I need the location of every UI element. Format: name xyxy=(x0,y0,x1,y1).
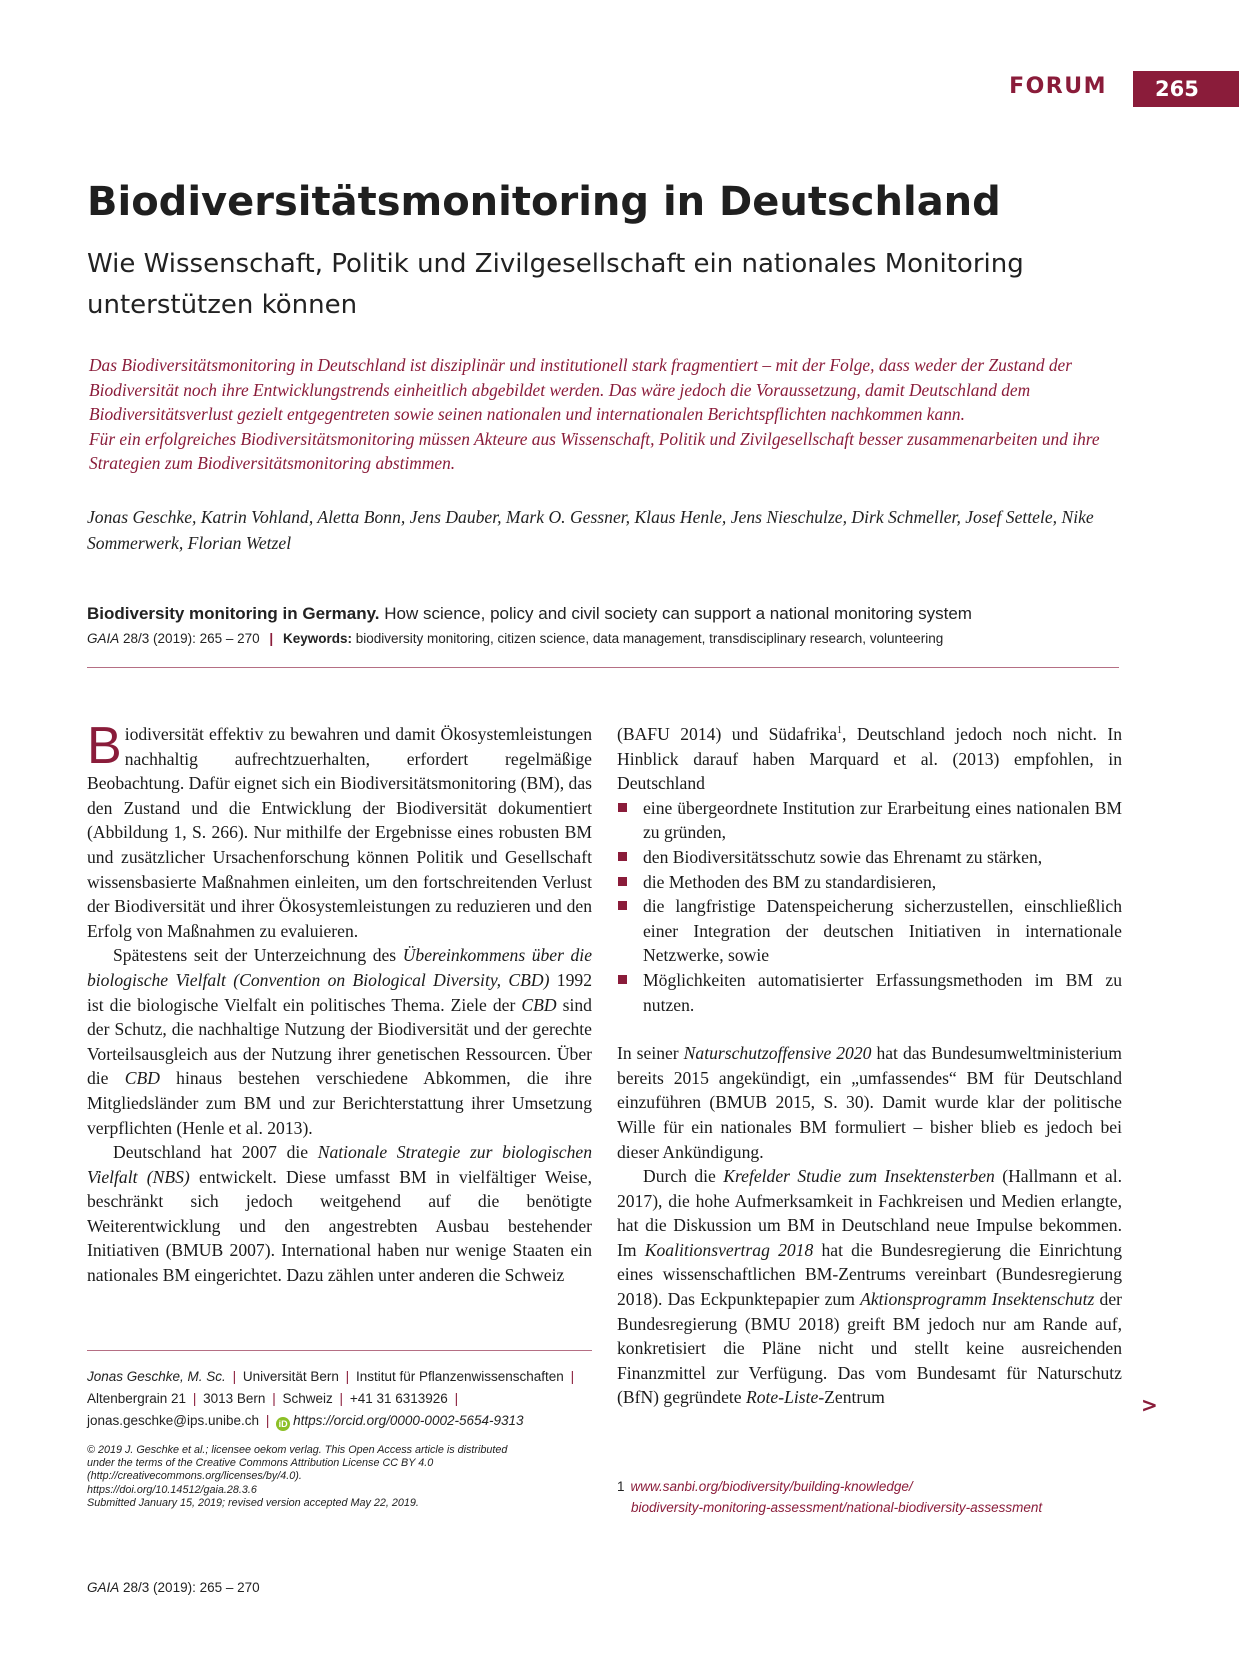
journal-name: GAIA xyxy=(87,631,120,646)
institute: Institut für Pflanzenwissenschaften xyxy=(355,1369,564,1384)
address-country: Schweiz xyxy=(282,1391,333,1406)
continue-arrow-icon: > xyxy=(1141,1393,1158,1417)
article-title: Biodiversitätsmonitoring in Deutschland xyxy=(87,179,1001,225)
orcid-icon: iD xyxy=(276,1417,290,1431)
recommendation-list xyxy=(617,796,1122,1017)
page-number: 265 xyxy=(1133,71,1239,107)
body-paragraph: Deutschland hat 2007 die Nationale Strategie zur biologischen Vielfalt (NBS) entwickelt. Diese umfasst BM in vielfältiger Weise, beschränkt sich jedoch weitgehend auf die benötigte Weiterentwicklung und den angestrebten Ausbau bestehender Initiativen (BMUB 2007). International haben nur wenige Staaten ein nationales BM eingerichtet. Dazu zählen unter anderen die Schweiz xyxy=(87,1142,593,1286)
address-street: Altenbergrain 21 xyxy=(87,1391,187,1406)
institution: Universität Bern xyxy=(242,1369,339,1384)
divider xyxy=(87,1350,592,1351)
body-paragraph: In seiner Naturschutzoffensive 2020 hat das Bundesumweltministerium bereits 2015 angekündigt, ein „umfassendes“ BM für Deutschland einzuführen (BMUB 2015, S. 30). Damit wurde klar der politische Wille für ein nationales BM formuliert – bisher blieb es jedoch bei dieser Ankündigung. xyxy=(617,1043,1122,1162)
abstract xyxy=(89,353,1147,476)
footnote-ref: 1 xyxy=(837,725,843,737)
license-notice: © 2019 J. Geschke et al.; licensee oekom verlag. This Open Access article is distributed under the terms of the Creative Commons Attribution License CC BY 4.0 (http://creativecommons.org/licenses/by/4.0). https://doi.org/10.14512/gaia.28.3.6 Submitted January 15, 2019; revised version accepted May 22, 2019. xyxy=(87,1444,557,1510)
citation: 28/3 (2019): 265 – 270 xyxy=(123,631,260,646)
english-title-line xyxy=(87,603,1147,625)
author-list: Jonas Geschke, Katrin Vohland, Aletta Bonn, Jens Dauber, Mark O. Gessner, Klaus Henle, Jens Nieschulze, Dirk Schmeller, Josef Settele, Nike Sommerwerk, Florian Wetzel xyxy=(87,507,1094,553)
orcid-link[interactable]: https://orcid.org/0000-0002-5654-9313 xyxy=(293,1413,524,1428)
footnote-number: 1 xyxy=(617,1479,625,1494)
phone: +41 31 6313926 xyxy=(349,1391,448,1406)
footnote xyxy=(617,1476,1137,1518)
footer-journal: GAIA xyxy=(87,1580,120,1595)
body-paragraph: (BAFU 2014) und Südafrika$^1$, Deutschland jedoch noch nicht. In Hinblick darauf haben Marquard et al. (2013) empfohlen, in Deutschland xyxy=(617,724,1122,794)
section-label: FORUM xyxy=(1009,74,1107,99)
footnote-link[interactable]: biodiversity-monitoring-assessment/national-biodiversity-assessment xyxy=(631,1500,1043,1515)
body-column-right xyxy=(617,722,1122,1410)
address-city: 3013 Bern xyxy=(203,1391,266,1406)
keywords: biodiversity monitoring, citizen science, data management, transdisciplinary research, volunteering xyxy=(355,631,944,646)
english-subtitle: How science, policy and civil society can support a national monitoring system xyxy=(384,604,972,623)
doi-link[interactable]: https://doi.org/10.14512/gaia.28.3.6 xyxy=(87,1483,257,1496)
abstract-paragraph: Für ein erfolgreiches Biodiversitätsmonitoring müssen Akteure aus Wissenschaft, Politik und Zivilgesellschaft besser zusammenarbeiten und ihre Strategien zum Biodiversitätsmonitoring abstimmen. xyxy=(89,428,1100,474)
body-paragraph: Spätestens seit der Unterzeichnung des Übereinkommens über die biologische Vielfalt (Convention on Biological Diversity, CBD) 1992 ist die biologische Vielfalt ein politisches Thema. Ziele der CBD sind der Schutz, die nachhaltige Nutzung der Biodiversität und der gerechte Vorteilsausgleich aus der Nutzung ihrer genetischen Ressourcen. Über die CBD hinaus bestehen verschiedene Abkommen, die ihre Mitgliedsländer zum BM und zur Berichterstattung ihrer Umsetzung verpflichten (Henle et al. 2013). xyxy=(87,945,592,1138)
drop-cap: B xyxy=(87,717,122,775)
page-footer xyxy=(87,1580,260,1595)
email-link[interactable]: jonas.geschke@ips.unibe.ch xyxy=(87,1413,260,1428)
list-item: die langfristige Datenspeicherung sicherzustellen, einschließlich einer Integration der deutschen Initiativen in internationale Netzwerke, sowie xyxy=(617,894,1122,968)
author-affiliation: Jonas Geschke, M. Sc. | Universität Bern | Institut für Pflanzenwissenschaften | Altenbergrain 21 | 3013 Bern | Schweiz | +41 31 6313926 | jonas.geschke@ips.unibe.ch | iD https://orcid.org/0000-0002-5654-9313 xyxy=(87,1369,575,1429)
article-subtitle: Wie Wissenschaft, Politik und Zivilgesellschaft ein nationales Monitoring unterstützen können xyxy=(87,249,1024,320)
footer-citation: 28/3 (2019): 265 – 270 xyxy=(123,1580,260,1595)
list-item: Möglichkeiten automatisierter Erfassungsmethoden im BM zu nutzen. xyxy=(617,968,1122,1017)
citation-keywords-line xyxy=(87,630,1147,648)
list-item: eine übergeordnete Institution zur Erarbeitung eines nationalen BM zu gründen, xyxy=(617,796,1122,845)
body-paragraph: Durch die Krefelder Studie zum Insektensterben (Hallmann et al. 2017), die hohe Aufmerksamkeit in Fachkreisen und Medien erlangte, hat die Diskussion um BM in Deutschland neue Impulse bekommen. Im Koalitionsvertrag 2018 hat die Bundesregierung die Einrichtung eines wissenschaftlichen BM-Zentrums vereinbart (Bundesregierung 2018). Das Eckpunktepapier zum Aktionsprogramm Insektenschutz der Bundesregierung (BMU 2018) greift BM jedoch nur am Rande auf, konkretisiert die Pläne nicht und stellt keine ausreichenden Finanzmittel zur Verfügung. Das vom Bundesamt für Naturschutz (BfN) gegründete Rote-Liste-Zentrum xyxy=(617,1166,1123,1408)
separator: | xyxy=(269,631,274,646)
list-item: den Biodiversitätsschutz sowie das Ehrenamt zu stärken, xyxy=(617,845,1122,870)
abstract-paragraph: Das Biodiversitätsmonitoring in Deutschland ist disziplinär und institutionell stark fragmentiert – mit der Folge, dass weder der Zustand der Biodiversität noch ihre Entwicklungstrends einheitlich abgebildet werden. Das wäre jedoch die Voraussetzung, damit Deutschland dem Biodiversitätsverlust gezielt entgegentreten sowie seinen nationalen und internationalen Berichtspflichten nachkommen kann. xyxy=(89,355,1073,425)
body-column-left xyxy=(87,717,593,1288)
english-title: Biodiversity monitoring in Germany. xyxy=(87,604,380,623)
list-item: die Methoden des BM zu standardisieren, xyxy=(617,870,1122,895)
author-name: Jonas Geschke, M. Sc. xyxy=(87,1369,226,1384)
footnote-link[interactable]: www.sanbi.org/biodiversity/building-knowledge/ xyxy=(630,1479,913,1494)
keywords-label: Keywords: xyxy=(282,631,352,646)
divider xyxy=(87,667,1119,668)
body-paragraph: Biodiversität effektiv zu bewahren und damit Ökosystemleistungen nachhaltig aufrechtzuerhalten, erfordert regelmäßige Beobachtung. Dafür eignet sich ein Biodiversitätsmonitoring (BM), das den Zustand und die Entwicklung der Biodiversität dokumentiert (Abbildung 1, S. 266). Nur mithilfe der Ergebnisse eines robusten BM und zusätzlicher Ursachenforschung können Politik und Gesellschaft wissensbasierte Maßnahmen einleiten, um den fortschreitenden Verlust der Biodiversität und ihrer Ökosystemleistungen zu reduzieren und den Erfolg von Maßnahmen zu evaluieren. xyxy=(87,717,592,941)
